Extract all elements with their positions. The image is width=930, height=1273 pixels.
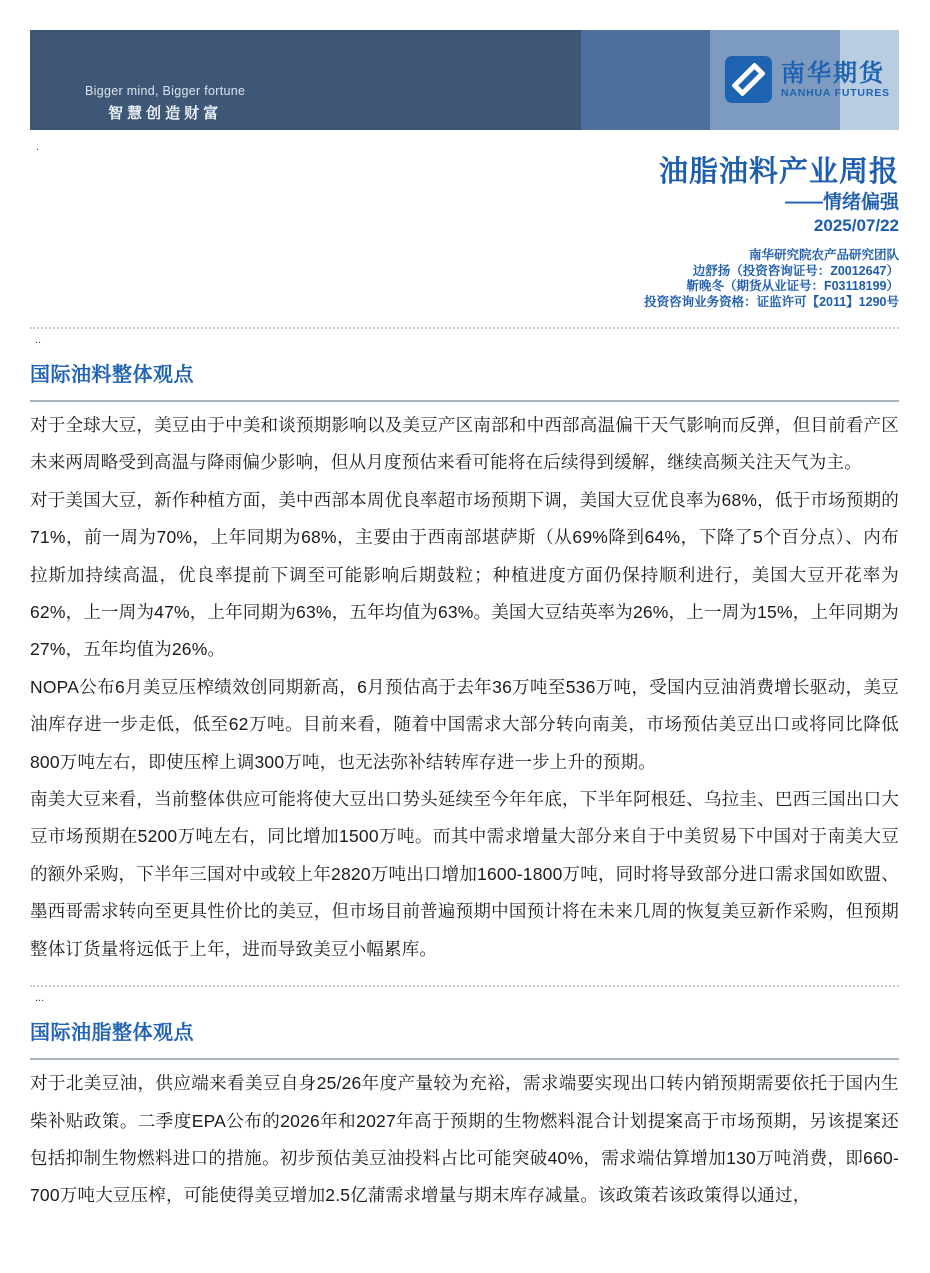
paragraph-us-soyoil: 对于北美豆油，供应端来看美豆自身25/26年度产量较为充裕，需求端要实现出口转内销预期需要依托于国内生柴补贴政策。二季度EPA公布的2026年和2027年高于预期的生物燃料混合计划提案高于市场预期，另该提案还包括抑制生物燃料进口的措施。初步预估美豆油投料占比可能突破40%，需求端估算增加130万吨消费，即660-700万吨大豆压榨，可能使得美豆增加2.5亿蒲需求增量与期末库存减量。该政策若该政策得以通过， (30, 1073, 899, 1206)
report-date: 2025/07/22 (813, 216, 899, 235)
analyst-2: 靳晚冬（期货从业证号：F03118199） (686, 279, 899, 294)
section-oilseeds-paragraphs (30, 407, 899, 968)
paragraph-nopa-crush: NOPA公布6月美豆压榨绩效创同期新高，6月预估高于去年36万吨至536万吨，受国内豆油消费增长驱动，美豆油库存进一步走低，低至62万吨。目前来看，随着中国需求大部分转向南美，市场预估美豆出口或将同比降低800万吨左右，即使压榨上调300万吨，也无法弥补结转库存进一步上升的预期。 (30, 676, 899, 772)
report-body (30, 327, 899, 1215)
analyst-1: 边舒扬（投资咨询证号：Z0012647） (692, 263, 899, 278)
qualification-line: 投资咨询业务资格：证监许可【2011】1290号 (644, 294, 899, 309)
page-title: 油脂油料产业周报 (658, 156, 899, 188)
top-banner (30, 30, 899, 130)
company-slogan (85, 84, 245, 123)
section-oils-paragraphs (30, 1065, 899, 1215)
paragraph-global-soybean: 对于全球大豆，美豆由于中美和谈预期影响以及美豆产区南部和中西部高温偏干天气影响而反弹，但目前看产区未来两周略受到高温与降雨偏少影响，但从月度预估来看可能将在后续得到缓解，继续高频关注天气为主。 (30, 415, 899, 473)
logo-name-chinese: 南华期货 (781, 59, 885, 87)
dotted-divider (30, 327, 899, 329)
research-team-info (644, 248, 899, 310)
report-subtitle: ——情绪偏强 (784, 192, 899, 213)
team-name: 南华研究院农产品研究团队 (748, 248, 899, 262)
logo-name-english: NANHUA FUTURES (781, 86, 890, 99)
banner-segment-dark (30, 30, 581, 130)
banner-segment-mid (581, 30, 710, 130)
company-logo (725, 56, 890, 103)
nanhua-logo-icon (725, 56, 772, 103)
stray-dot-mark: . (36, 141, 40, 153)
section-heading-oilseeds: 国际油料整体观点 (30, 358, 899, 402)
slogan-chinese: 智慧创造财富 (108, 105, 223, 122)
logo-text (781, 61, 890, 99)
paragraph-us-soybean: 对于美国大豆，新作种植方面，美中西部本周优良率超市场预期下调，美国大豆优良率为68%，低于市场预期的71%，前一周为70%，上年同期为68%，主要由于西南部堪萨斯（从69%降到64%，下降了5个百分点）、内布拉斯加持续高温，优良率提前下调至可能影响后期鼓粒；种植进度方面仍保持顺利进行，美国大豆开花率为62%，上一周为47%，上年同期为63%，五年均值为63%。美国大豆结英率为26%，上一周为15%，上年同期为27%，五年均值为26%。 (30, 489, 899, 660)
dotted-divider (30, 985, 899, 987)
report-header (644, 154, 899, 310)
section-heading-oils: 国际油脂整体观点 (30, 1016, 899, 1060)
slogan-english: Bigger mind, Bigger fortune (85, 84, 246, 98)
stray-dots-mark: ... (35, 992, 45, 1005)
stray-dots-mark: .. (35, 334, 42, 346)
paragraph-south-america: 南美大豆来看，当前整体供应可能将使大豆出口势头延续至今年年底，下半年阿根廷、乌拉圭、巴西三国出口大豆市场预期在5200万吨左右，同比增加1500万吨。而其中需求增量大部分来自于中美贸易下中国对于南美大豆的额外采购，下半年三国对中或较上年2820万吨出口增加1600-1800万吨，同时将导致部分进口需求国如欧盟、墨西哥需求转向至更具性价比的美豆，但市场目前普遍预期中国预计将在未来几周的恢复美豆新作采购，但预期整体订货量将远低于上年，进而导致美豆小幅累库。 (30, 789, 899, 959)
